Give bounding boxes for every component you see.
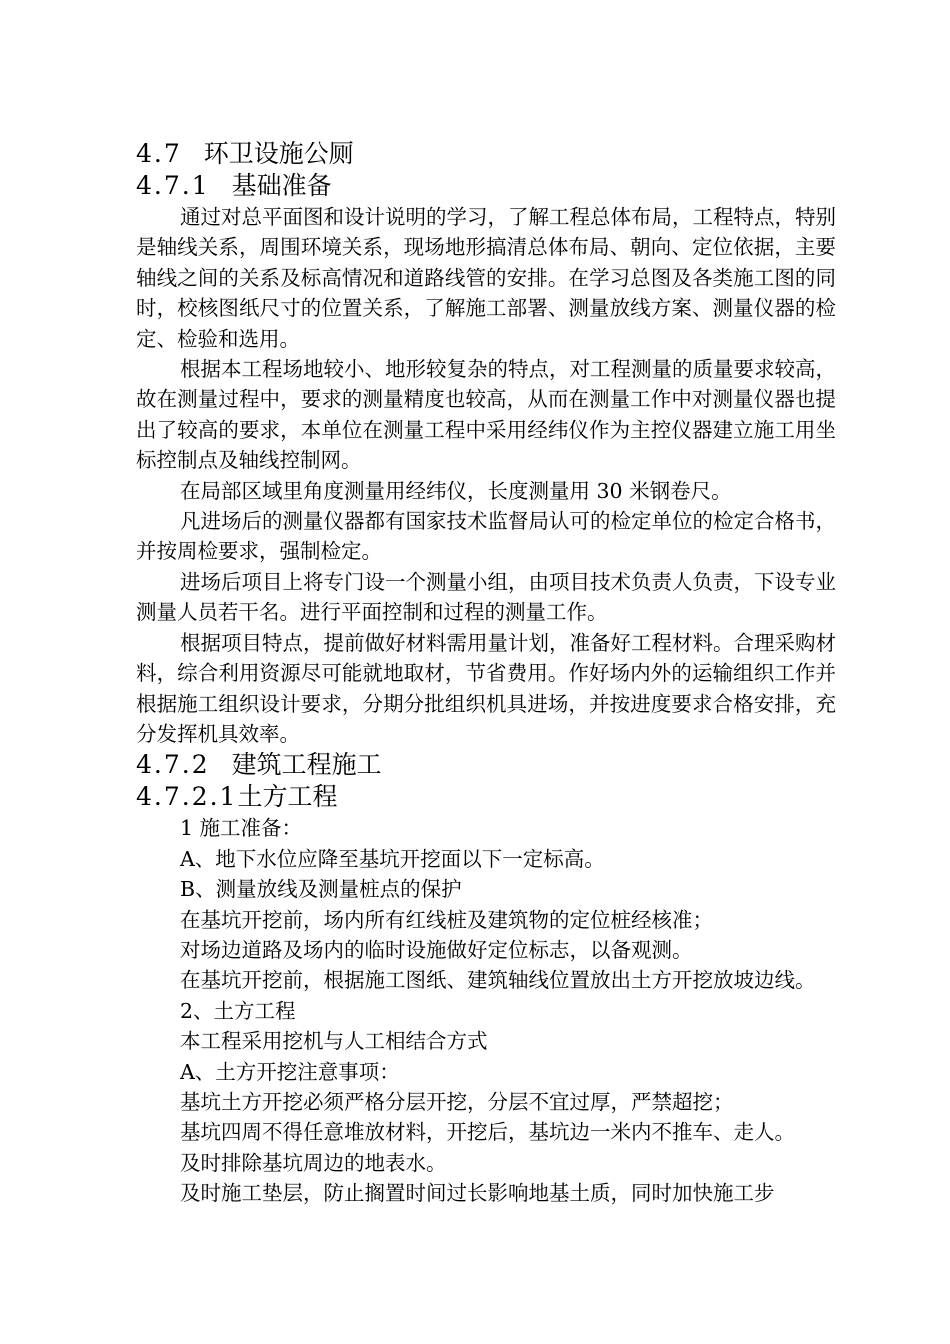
section-number: 4.7.2.1 [136, 782, 238, 812]
paragraph: 凡进场后的测量仪器都有国家技术监督局认可的检定单位的检定合格书，并按周检要求，强制检定。 [136, 509, 836, 564]
list-item: 及时排除基坑周边的地表水。 [180, 1150, 447, 1175]
list-item: A、地下水位应降至基坑开挖面以下一定标高。 [180, 846, 605, 871]
paragraph: 在基坑开挖前，根据施工图纸、建筑轴线位置放出土方开挖放坡边线。 [180, 968, 816, 993]
list-item: 对场边道路及场内的临时设施做好定位标志，以备观测。 [180, 937, 693, 962]
list-item: 及时施工垫层，防止搁置时间过长影响地基土质，同时加快施工步 [180, 1181, 775, 1206]
list-item: 在基坑开挖前，场内所有红线桩及建筑物的定位桩经核准； [180, 907, 713, 932]
section-heading-4-7-2 [136, 749, 836, 781]
section-heading-4-7-1 [136, 170, 836, 202]
section-number: 4.7 [136, 139, 182, 168]
paragraph: 根据本工程场地较小、地形较复杂的特点，对工程测量的质量要求较高，故在测量过程中，要求的测量精度也较高，从而在测量工作中对测量仪器也提出了较高的要求，本单位在测量工程中采用经纬仪作为主控仪器建立施工用坐标控制点及轴线控制网。 [136, 357, 836, 473]
section-title: 环卫设施公厕 [203, 139, 354, 168]
paragraph: 在局部区域里角度测量用经纬仪，长度测量用 30 米钢卷尺。 [180, 478, 732, 503]
list-item: 本工程采用挖机与人工相结合方式 [180, 1029, 488, 1054]
section-title: 土方工程 [237, 782, 338, 812]
paragraph: 根据项目特点，提前做好材料需用量计划，准备好工程材料。合理采购材料，综合利用资源尽可能就地取材，节省费用。作好场内外的运输组织工作并根据施工组织设计要求，分期分批组织机具进场，并按进度要求合格安排，充分发挥机具效率。 [136, 630, 836, 746]
section-number: 4.7.2 [136, 750, 210, 780]
list-item: 基坑四周不得任意堆放材料，开挖后，基坑边一米内不推车、走人。 [180, 1120, 795, 1145]
list-item: 2、土方工程 [180, 998, 296, 1023]
paragraph: 通过对总平面图和设计说明的学习，了解工程总体布局，工程特点，特别是轴线关系，周围环境关系，现场地形搞清总体布局、朝向、定位依据，主要轴线之间的关系及标高情况和道路线管的安排。在学习总图及各类施工图的同时，校核图纸尺寸的位置关系，了解施工部署、测量放线方案、测量仪器的检定、检验和选用。 [136, 205, 836, 351]
list-item: 基坑土方开挖必须严格分层开挖，分层不宜过厚，严禁超挖； [180, 1089, 734, 1114]
document-body [136, 138, 836, 1209]
section-heading-4-7 [136, 138, 836, 170]
section-number: 4.7.1 [136, 171, 210, 200]
list-item: A、土方开挖注意事项： [180, 1059, 400, 1084]
list-item: B、测量放线及测量桩点的保护 [180, 877, 462, 902]
section-title: 基础准备 [231, 171, 332, 200]
section-heading-4-7-2-1 [136, 781, 836, 813]
section-title: 建筑工程施工 [231, 750, 382, 780]
paragraph: 进场后项目上将专门设一个测量小组，由项目技术负责人负责，下设专业测量人员若干名。进行平面控制和过程的测量工作。 [136, 569, 836, 625]
list-item: 1 施工准备： [180, 816, 303, 841]
